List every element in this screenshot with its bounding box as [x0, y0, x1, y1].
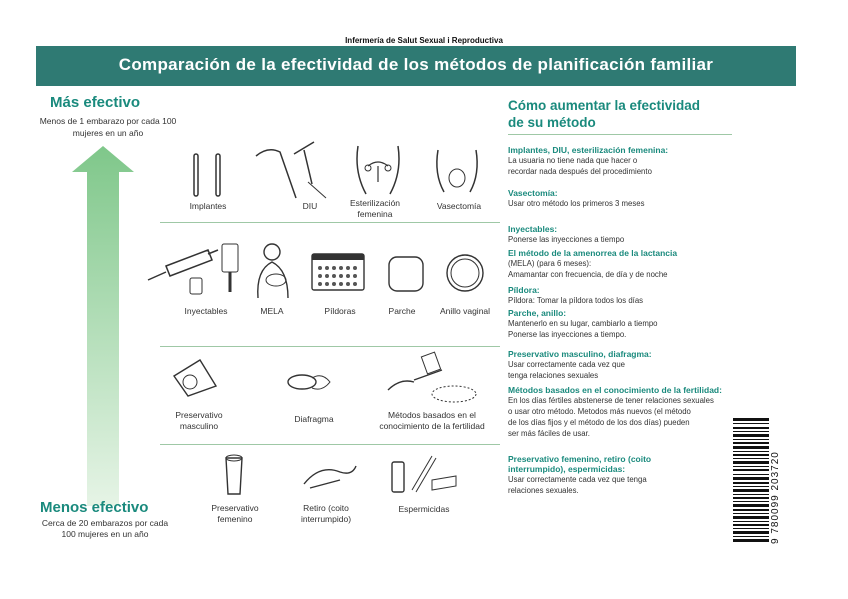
pills-icon [310, 252, 366, 292]
tip-section: Píldora: Píldora: Tomar la píldora todos los días [508, 285, 644, 305]
method-label: Diafragma [294, 414, 334, 424]
method-label: DIU [302, 201, 318, 211]
spermicides-icon [388, 452, 460, 496]
diaphragm-icon [282, 368, 332, 398]
method-label: Métodos basados en el conocimiento de la fertilidad [379, 410, 485, 431]
least-effective-sub: Cerca de 20 embarazos por cada 100 mujeres en un año [41, 518, 169, 539]
barcode-icon [733, 418, 769, 542]
fertility-awareness-icon [384, 350, 480, 406]
effectiveness-arrow-icon [72, 146, 134, 506]
top-label: Infermería de Salut Sexual i Reproductiva [345, 36, 503, 45]
vasectomy-icon [432, 144, 482, 196]
male-condom-icon [170, 356, 220, 400]
female-condom-icon [222, 452, 246, 500]
least-effective-heading: Menos efectivo [40, 499, 149, 516]
injectables-icon [146, 236, 246, 300]
method-label: Inyectables [184, 306, 228, 316]
vaginal-ring-icon [444, 252, 486, 294]
withdrawal-icon [300, 454, 360, 494]
method-label: Píldoras [324, 306, 356, 316]
iud-icon [248, 138, 338, 206]
title-banner [36, 46, 796, 86]
method-label: Retiro (coito interrumpido) [300, 503, 352, 524]
method-label: Preservativo masculino [175, 410, 223, 431]
page-title: Comparación de la efectividad de los métodos de planificación familiar [118, 55, 714, 74]
row-divider [160, 444, 500, 445]
most-effective-heading: Más efectivo [50, 94, 141, 111]
row-divider [160, 222, 500, 223]
tip-section: Preservativo masculino, diafragma: Usar correctamente cada vez que tenga relaciones sexuales [508, 349, 652, 380]
method-label: Preservativo femenino [211, 503, 259, 524]
lam-breastfeeding-icon [252, 240, 296, 300]
method-label: Anillo vaginal [439, 306, 491, 316]
row-divider [160, 346, 500, 347]
tip-section: Métodos basados en el conocimiento de la fertilidad: En los días fértiles abstenerse de tener relaciones sexuales o usar otro método. Metodos más nuevos (el método de los días fijos y el método de los dos días) pueden ser más fáciles de usar. [508, 385, 722, 438]
method-label: Esterilización femenina [349, 198, 401, 219]
right-column-title: Cómo aumentar la efectividad de su método [508, 98, 701, 130]
method-label: Vasectomía [436, 201, 482, 211]
tip-section: Parche, anillo: Mantenerlo en su lugar, cambiarlo a tiempo Ponerse las inyecciones a tiempo. [508, 308, 658, 339]
barcode-number: 9 780099 203720 [770, 451, 781, 544]
female-sterilization-icon [350, 142, 406, 198]
tip-section: Preservativo femenino, retiro (coito interrumpido), espermicidas: Usar correctamente cada vez que tenga relaciones sexuales. [508, 454, 652, 495]
tip-section: Vasectomía: Usar otro método los primeros 3 meses [508, 188, 645, 208]
right-title-divider [508, 134, 732, 135]
implants-icon [186, 150, 232, 200]
method-label: MELA [260, 306, 284, 316]
method-label: Espermicidas [398, 504, 450, 514]
tip-section: El método de la amenorrea de la lactancia (MELA) (para 6 meses): Amamantar con frecuencia, de día y de noche [508, 248, 678, 279]
method-label: Implantes [189, 201, 227, 211]
method-label: Parche [388, 306, 416, 316]
tip-section: Implantes, DIU, esterilización femenina: La usuaria no tiene nada que hacer o recordar nada después del procedimiento [508, 145, 669, 176]
tip-section: Inyectables: Ponerse las inyecciones a tiempo [508, 224, 625, 244]
most-effective-sub: Menos de 1 embarazo por cada 100 mujeres en un año [39, 116, 177, 138]
patch-icon [386, 254, 426, 294]
